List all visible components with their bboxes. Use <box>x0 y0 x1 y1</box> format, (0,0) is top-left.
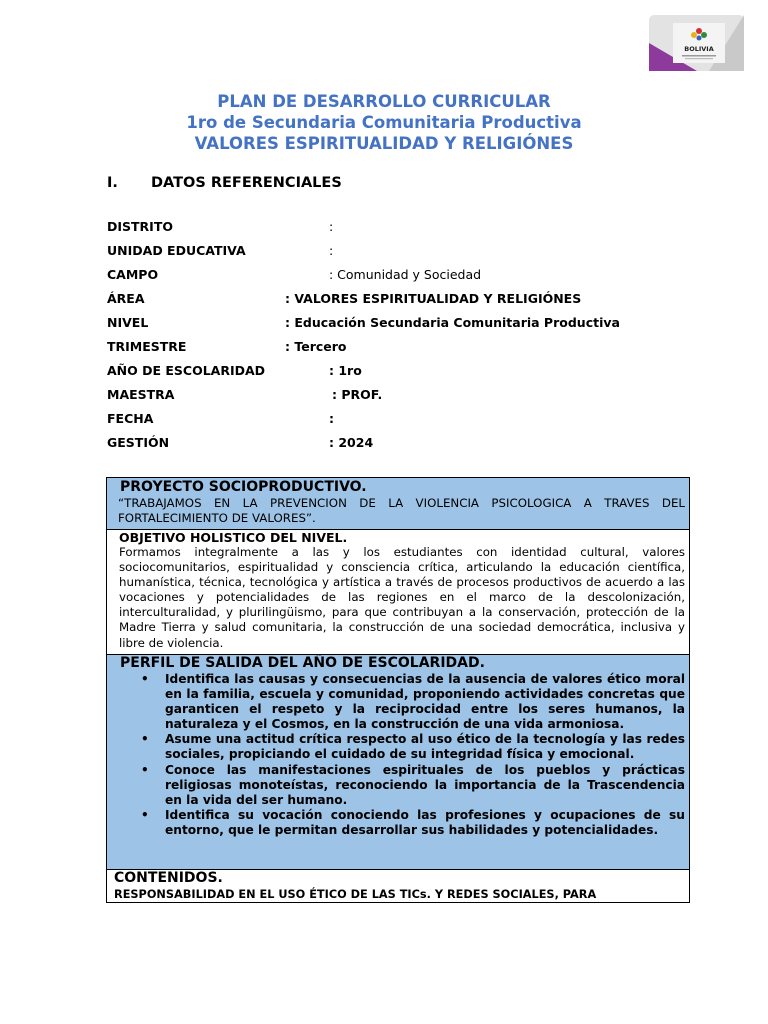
bullet-icon: • <box>141 672 149 686</box>
datos-label: MAESTRA <box>107 387 175 402</box>
datos-value: : 1ro <box>329 363 362 378</box>
proyecto-box <box>106 477 690 530</box>
objetivo-box <box>106 529 690 655</box>
list-item <box>141 732 685 762</box>
datos-label: AÑO DE ESCOLARIDAD <box>107 363 266 378</box>
datos-label: UNIDAD EDUCATIVA <box>107 243 246 258</box>
doc-title: PLAN DE DESARROLLO CURRICULAR <box>217 92 551 111</box>
datos-label: NIVEL <box>107 315 149 330</box>
datos-label: ÁREA <box>107 291 145 306</box>
list-item-text: Identifica las causas y consecuencias de la ausencia de valores ético moral en la familia, escuela y comunidad, proponiendo actividades concretas que garanticen el respeto y la reciprocidad entre los seres humanos, la naturaleza y el Cosmos, en la construcción de una vida armoniosa. <box>165 672 685 732</box>
bullet-icon: • <box>141 807 149 822</box>
datos-value: : VALORES ESPIRITUALIDAD Y RELIGIÓNES <box>285 291 582 306</box>
section-heading <box>107 175 342 191</box>
contenidos-title: CONTENIDOS. <box>114 870 223 886</box>
datos-value: : 2024 <box>329 435 374 450</box>
logo-text: BOLIVIA <box>684 45 714 53</box>
bullet-icon: • <box>141 732 149 747</box>
section-number: I. <box>107 175 118 191</box>
objetivo-title: OBJETIVO HOLISTICO DEL NIVEL. <box>119 530 348 545</box>
section-title: DATOS REFERENCIALES <box>151 175 342 191</box>
datos-value: : Educación Secundaria Comunitaria Productiva <box>285 315 620 330</box>
datos-value: : <box>329 243 334 258</box>
datos-value: : PROF. <box>332 387 383 402</box>
contenidos-box <box>106 869 690 903</box>
list-item <box>141 672 685 732</box>
proyecto-text: “TRABAJAMOS EN LA PREVENCION DE LA VIOLENCIA PSICOLOGICA A TRAVES DEL FORTALECIMIENTO DE VALORES”. <box>118 496 685 525</box>
datos-value: : <box>329 411 334 426</box>
datos-label: FECHA <box>107 411 154 426</box>
datos-label: DISTRITO <box>107 219 173 234</box>
perfil-box <box>106 654 690 870</box>
datos-label: GESTIÓN <box>107 435 170 450</box>
datos-value: : Tercero <box>285 339 347 354</box>
doc-subtitle-area: VALORES ESPIRITUALIDAD Y RELIGIÓNES <box>194 134 574 153</box>
proyecto-title: PROYECTO SOCIOPRODUCTIVO. <box>120 479 367 495</box>
datos-value: : Comunidad y Sociedad <box>329 267 482 282</box>
perfil-title: PERFIL DE SALIDA DEL AÑO DE ESCOLARIDAD. <box>120 655 485 671</box>
perfil-list <box>107 672 689 838</box>
list-item-text: Identifica su vocación conociendo las profesiones y ocupaciones de su entorno, que le permitan desarrollar sus habilidades y potencialidades. <box>165 807 685 837</box>
objetivo-text: Formamos integralmente a las y los estudiantes con identidad cultural, valores sociocomunitarios, espiritualidad y consciencia crítica, articulando la educación científica, humanística, técnica, tecnológica y artística a través de procesos productivos de acuerdo a las vocaciones y potencialidades de las regiones en el marco de la descolonización, interculturalidad, y plurilingüismo, para que contribuyan a la conservación, protección de la Madre Tierra y salud comunitaria, la construcción de una sociedad democrática, inclusiva y libre de violencia. <box>119 545 685 650</box>
doc-subtitle-grade: 1ro de Secundaria Comunitaria Productiva <box>186 113 582 132</box>
datos-label: CAMPO <box>107 267 159 282</box>
datos-label: TRIMESTRE <box>107 339 187 354</box>
list-item <box>141 762 685 808</box>
list-item-text: Asume una actitud crítica respecto al uso ético de la tecnología y las redes sociales, propiciando el cuidado de su integridad física y emocional. <box>165 732 685 762</box>
datos-value: : <box>329 219 334 234</box>
bullet-icon: • <box>141 762 149 777</box>
contenidos-text: RESPONSABILIDAD EN EL USO ÉTICO DE LAS TICs. Y REDES SOCIALES, PARA <box>114 888 597 901</box>
list-item-text: Conoce las manifestaciones espirituales de los pueblos y prácticas religiosas monoteístas, reconociendo la importancia de la Trascendencia en la vida del ser humano. <box>165 762 685 807</box>
list-item <box>141 807 685 838</box>
ministry-logo <box>649 15 744 71</box>
